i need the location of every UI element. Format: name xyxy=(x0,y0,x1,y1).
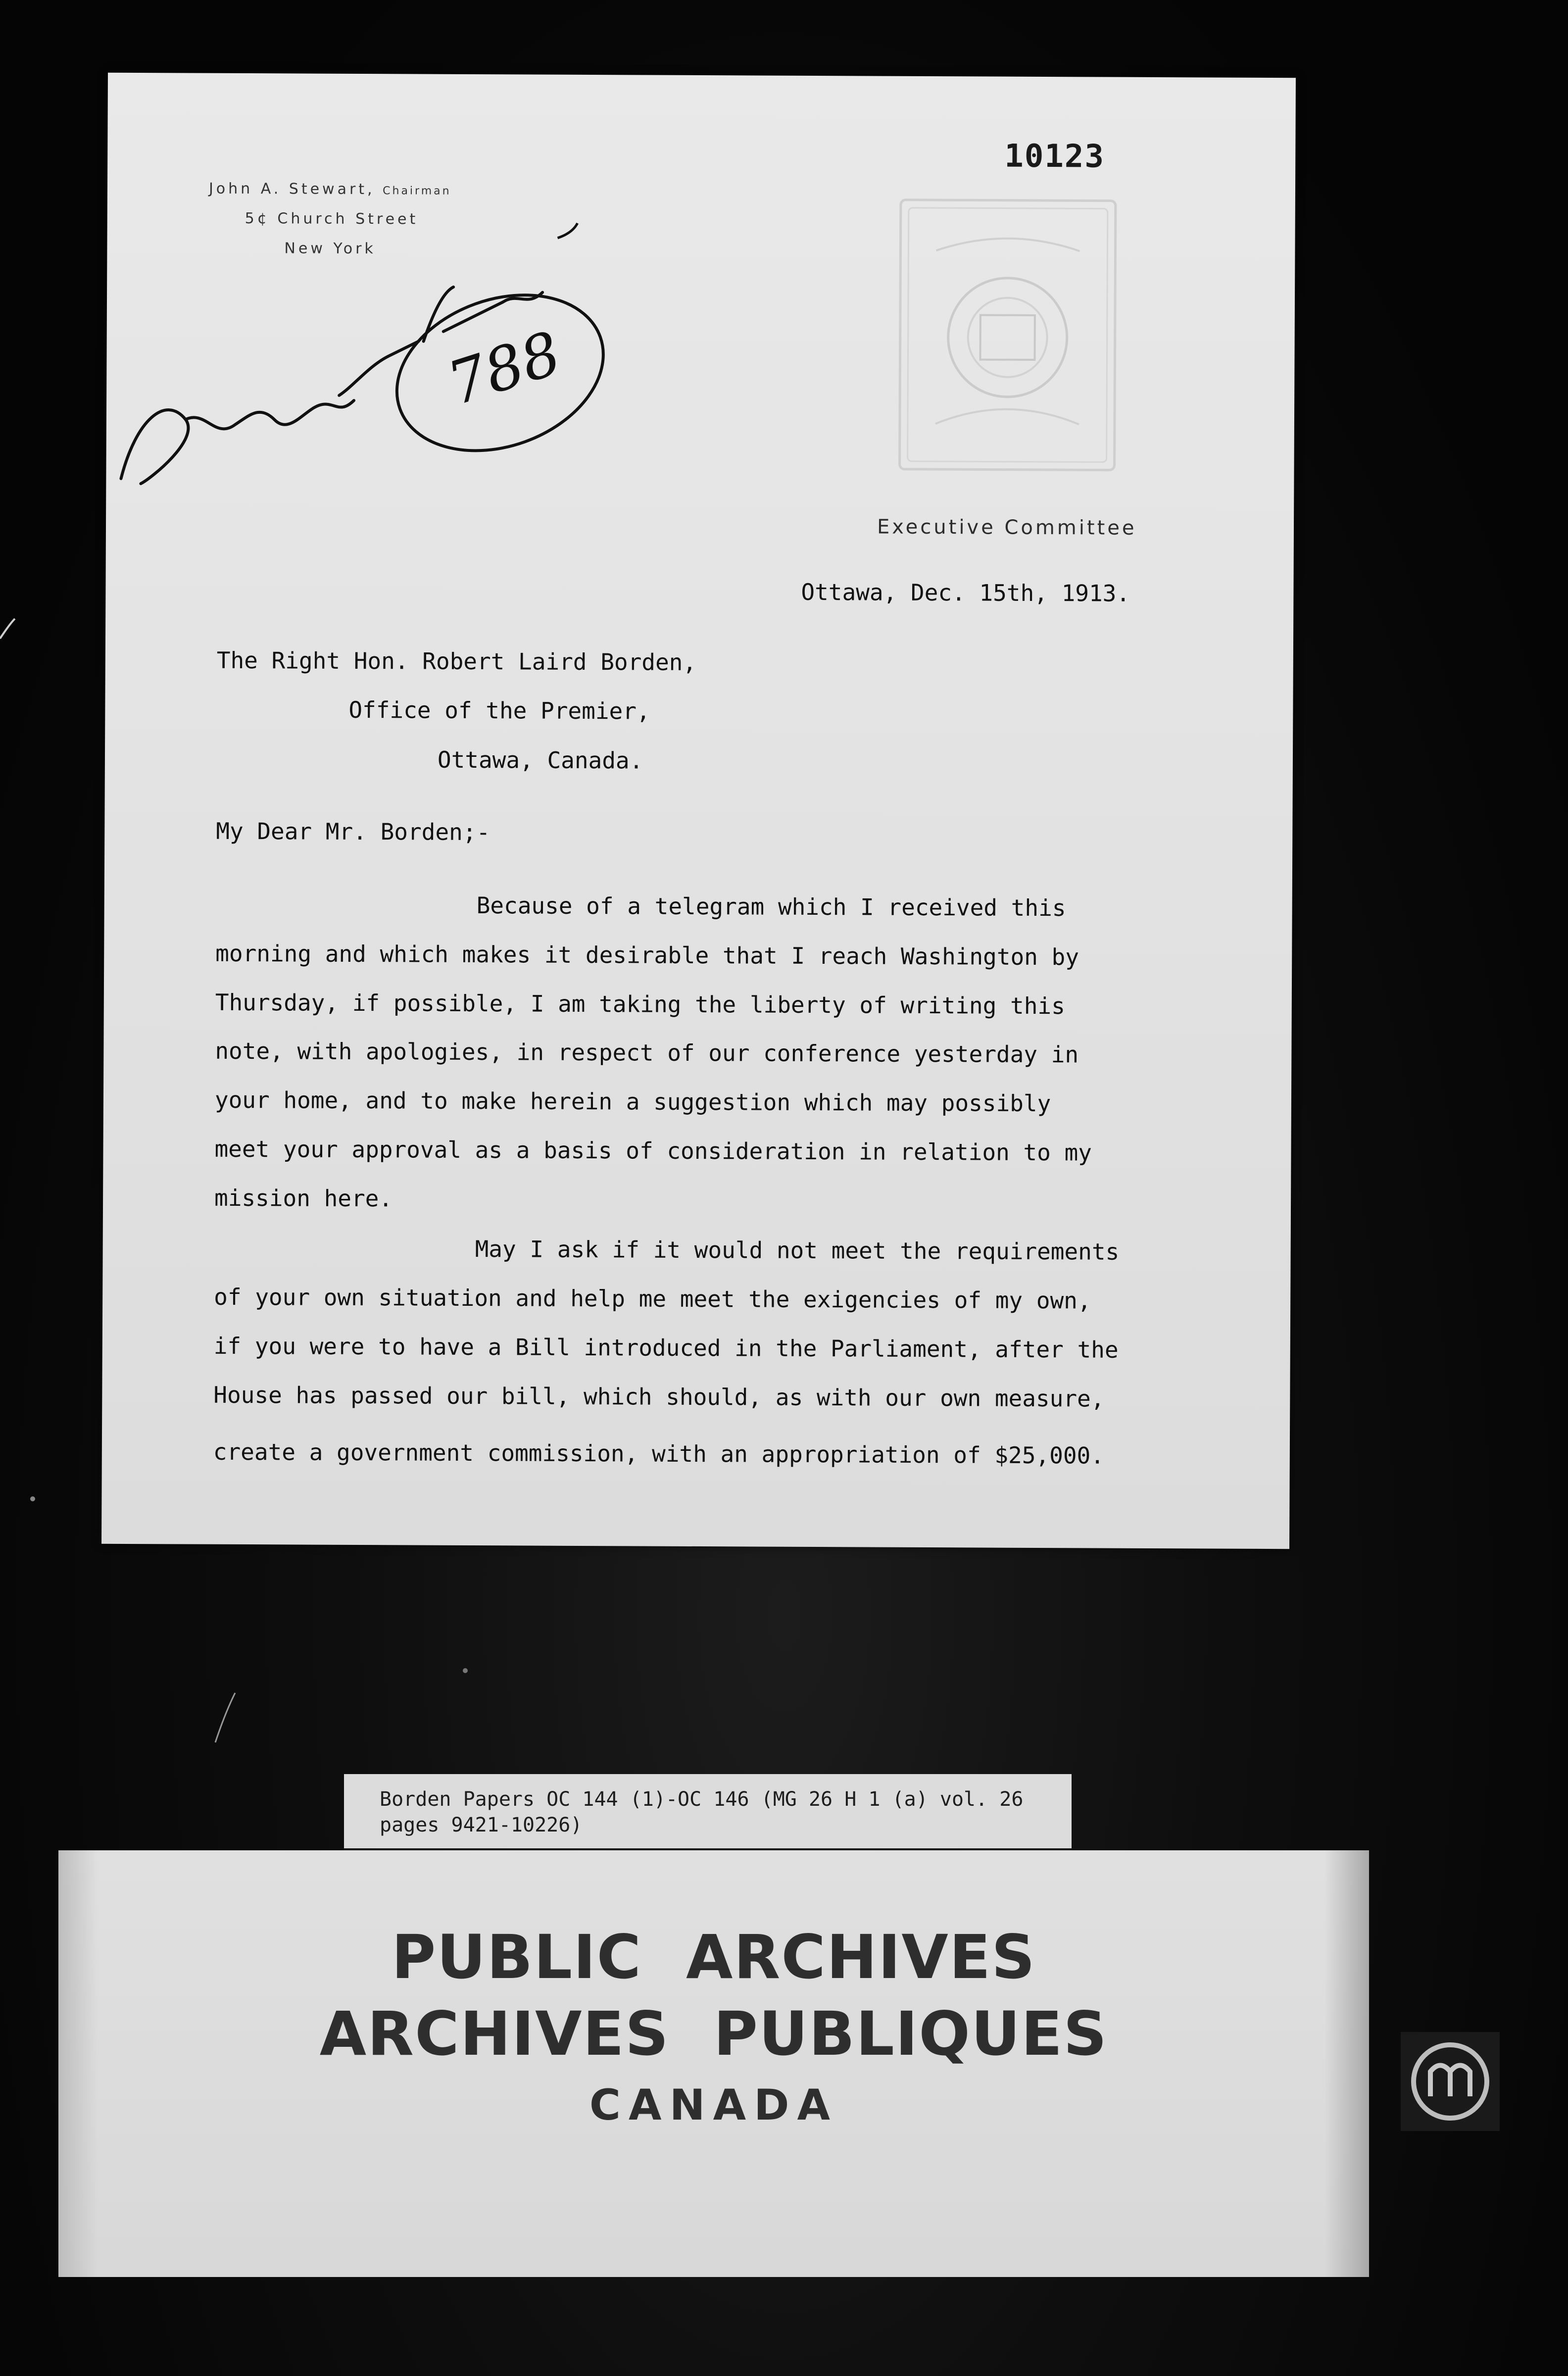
paragraph-line: create a government commission, with an appropriation of $25,000. xyxy=(213,1438,1105,1469)
paragraph-line: House has passed our bill, which should, as with our own measure, xyxy=(213,1381,1105,1412)
letterhead-name-text: John A. Stewart, xyxy=(208,180,375,198)
paragraph-line: note, with apologies, in respect of our conference yesterday in xyxy=(215,1037,1079,1068)
archive-country: CANADA xyxy=(589,2080,838,2130)
paragraph-line: May I ask if it would not meet the requirements xyxy=(475,1236,1120,1265)
letter-page xyxy=(101,73,1296,1549)
reference-line: pages 9421-10226) xyxy=(380,1814,583,1836)
public-archives-card xyxy=(58,1850,1369,2277)
recipient-line: Office of the Premier, xyxy=(348,696,650,725)
letter-date: Ottawa, Dec. 15th, 1913. xyxy=(801,578,1130,607)
archives-logo-icon xyxy=(1401,2032,1500,2131)
paragraph-line: mission here. xyxy=(214,1184,393,1212)
handwritten-annotation-text: Aucolama Laurier xyxy=(155,413,605,473)
paragraph-line: your home, and to make herein a suggestion which may possibly xyxy=(214,1086,1051,1117)
paragraph-line: if you were to have a Bill introduced in the Parliament, after the xyxy=(213,1332,1119,1363)
reference-label xyxy=(344,1774,1072,1848)
archive-title-french: ARCHIVES PUBLIQUES xyxy=(319,1999,1108,2069)
handwritten-circled-number: 788 xyxy=(440,319,569,419)
paragraph-line: Thursday, if possible, I am taking the liberty of writing this xyxy=(215,989,1065,1020)
letterhead-city: New York xyxy=(284,240,376,258)
recipient-line: The Right Hon. Robert Laird Borden, xyxy=(216,646,697,676)
paragraph-line: Because of a telegram which I received this xyxy=(476,892,1066,922)
letterhead-street: 5¢ Church Street xyxy=(245,209,419,228)
document-number: 10123 xyxy=(1004,138,1105,175)
letterhead-name-title: Chairman xyxy=(383,185,451,198)
executive-committee-heading: Executive Committee xyxy=(877,515,1137,540)
reference-line: Borden Papers OC 144 (1)-OC 146 (MG 26 H 1 (a) vol. 26 xyxy=(380,1788,1024,1811)
archive-title-english: PUBLIC ARCHIVES xyxy=(391,1922,1036,1992)
paragraph-line: of your own situation and help me meet the exigencies of my own, xyxy=(214,1283,1091,1314)
salutation: My Dear Mr. Borden;- xyxy=(216,817,490,846)
recipient-line: Ottawa, Canada. xyxy=(437,746,643,774)
paragraph-line: meet your approval as a basis of consideration in relation to my xyxy=(214,1135,1092,1166)
paragraph-line: morning and which makes it desirable that I reach Washington by xyxy=(215,940,1079,971)
